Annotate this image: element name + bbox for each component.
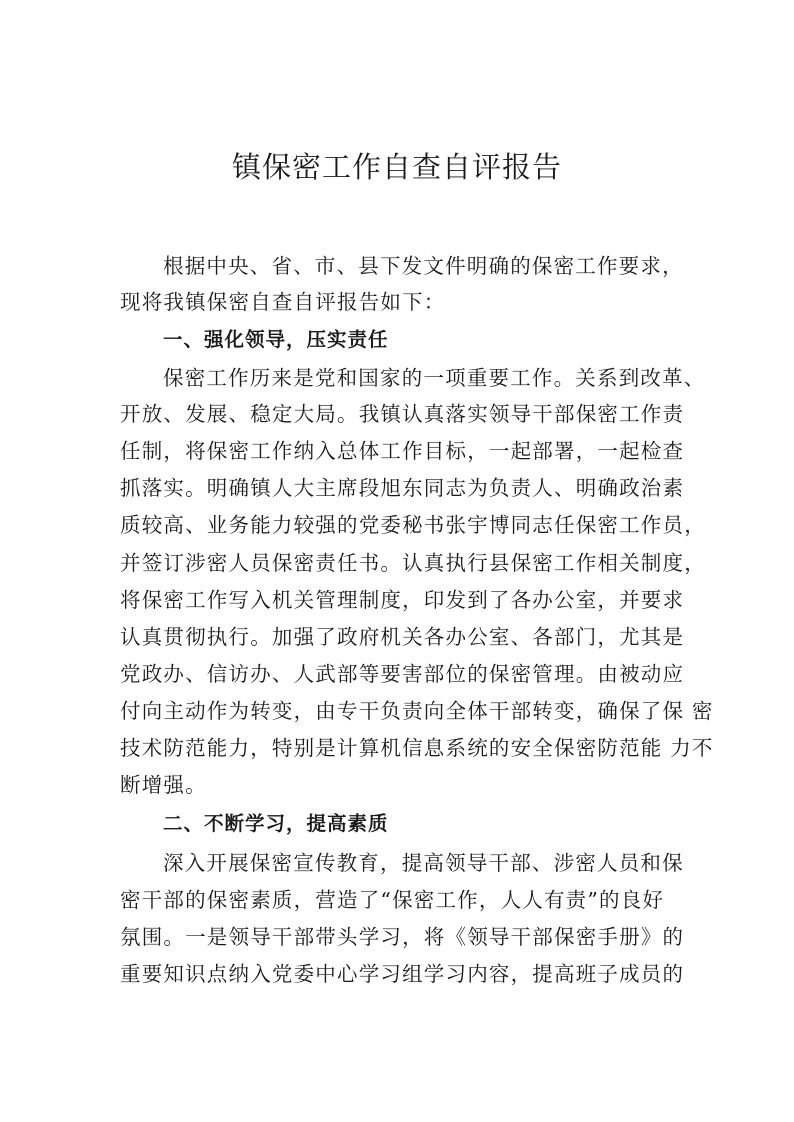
paragraph-line: 认真贯彻执行。加强了政府机关各办公室、各部门，尤其是 [120,625,685,649]
paragraph-line: 深入开展保密宣传教育，提高领导干部、涉密人员和保 [163,851,684,875]
paragraph-line: 密干部的保密素质，营造了“保密工作，人人有责”的良好 [120,888,665,912]
section-heading: 二、不断学习，提高素质 [163,812,389,835]
paragraph-line: 氛围。一是领导干部带头学习，将《领导干部保密手册》的 [120,925,685,949]
paragraph-line: 将保密工作写入机关管理制度，印发到了各办公室，并要求 [120,588,685,612]
paragraph-line: 重要知识点纳入党委中心学习组学习内容，提高班子成员的 [120,962,685,986]
paragraph-line: 断增强。 [120,773,207,797]
paragraph-line: 技术防范能力，特别是计算机信息系统的安全保密防范能 力不 [120,736,714,760]
paragraph-line: 抓落实。明确镇人大主席段旭东同志为负责人、明确政治素 [120,476,685,500]
paragraph-line: 开放、发展、稳定大局。我镇认真落实领导干部保密工作责 [120,402,685,426]
section-heading: 一、强化领导，压实责任 [163,328,389,351]
paragraph-line: 现将我镇保密自查自评报告如下： [120,290,446,314]
paragraph-line: 党政办、信访办、人武部等要害部位的保密管理。由被动应 [120,662,685,686]
paragraph-line: 付向主动作为转变，由专干负责向全体干部转变，确保了保 密 [120,699,714,723]
paragraph-line: 任制，将保密工作纳入总体工作目标，一起部署，一起检查 [120,439,685,463]
document-title: 镇保密工作自查自评报告 [231,150,562,184]
paragraph-line: 根据中央、省、市、县下发文件明确的保密工作要求， [163,254,684,278]
paragraph-line: 质较高、业务能力较强的党委秘书张宇博同志任保密工作员， [120,513,706,537]
paragraph-line: 保密工作历来是党和国家的一项重要工作。关系到改革、 [163,366,706,390]
paragraph-line: 并签订涉密人员保密责任书。认真执行县保密工作相关制度， [120,551,706,575]
